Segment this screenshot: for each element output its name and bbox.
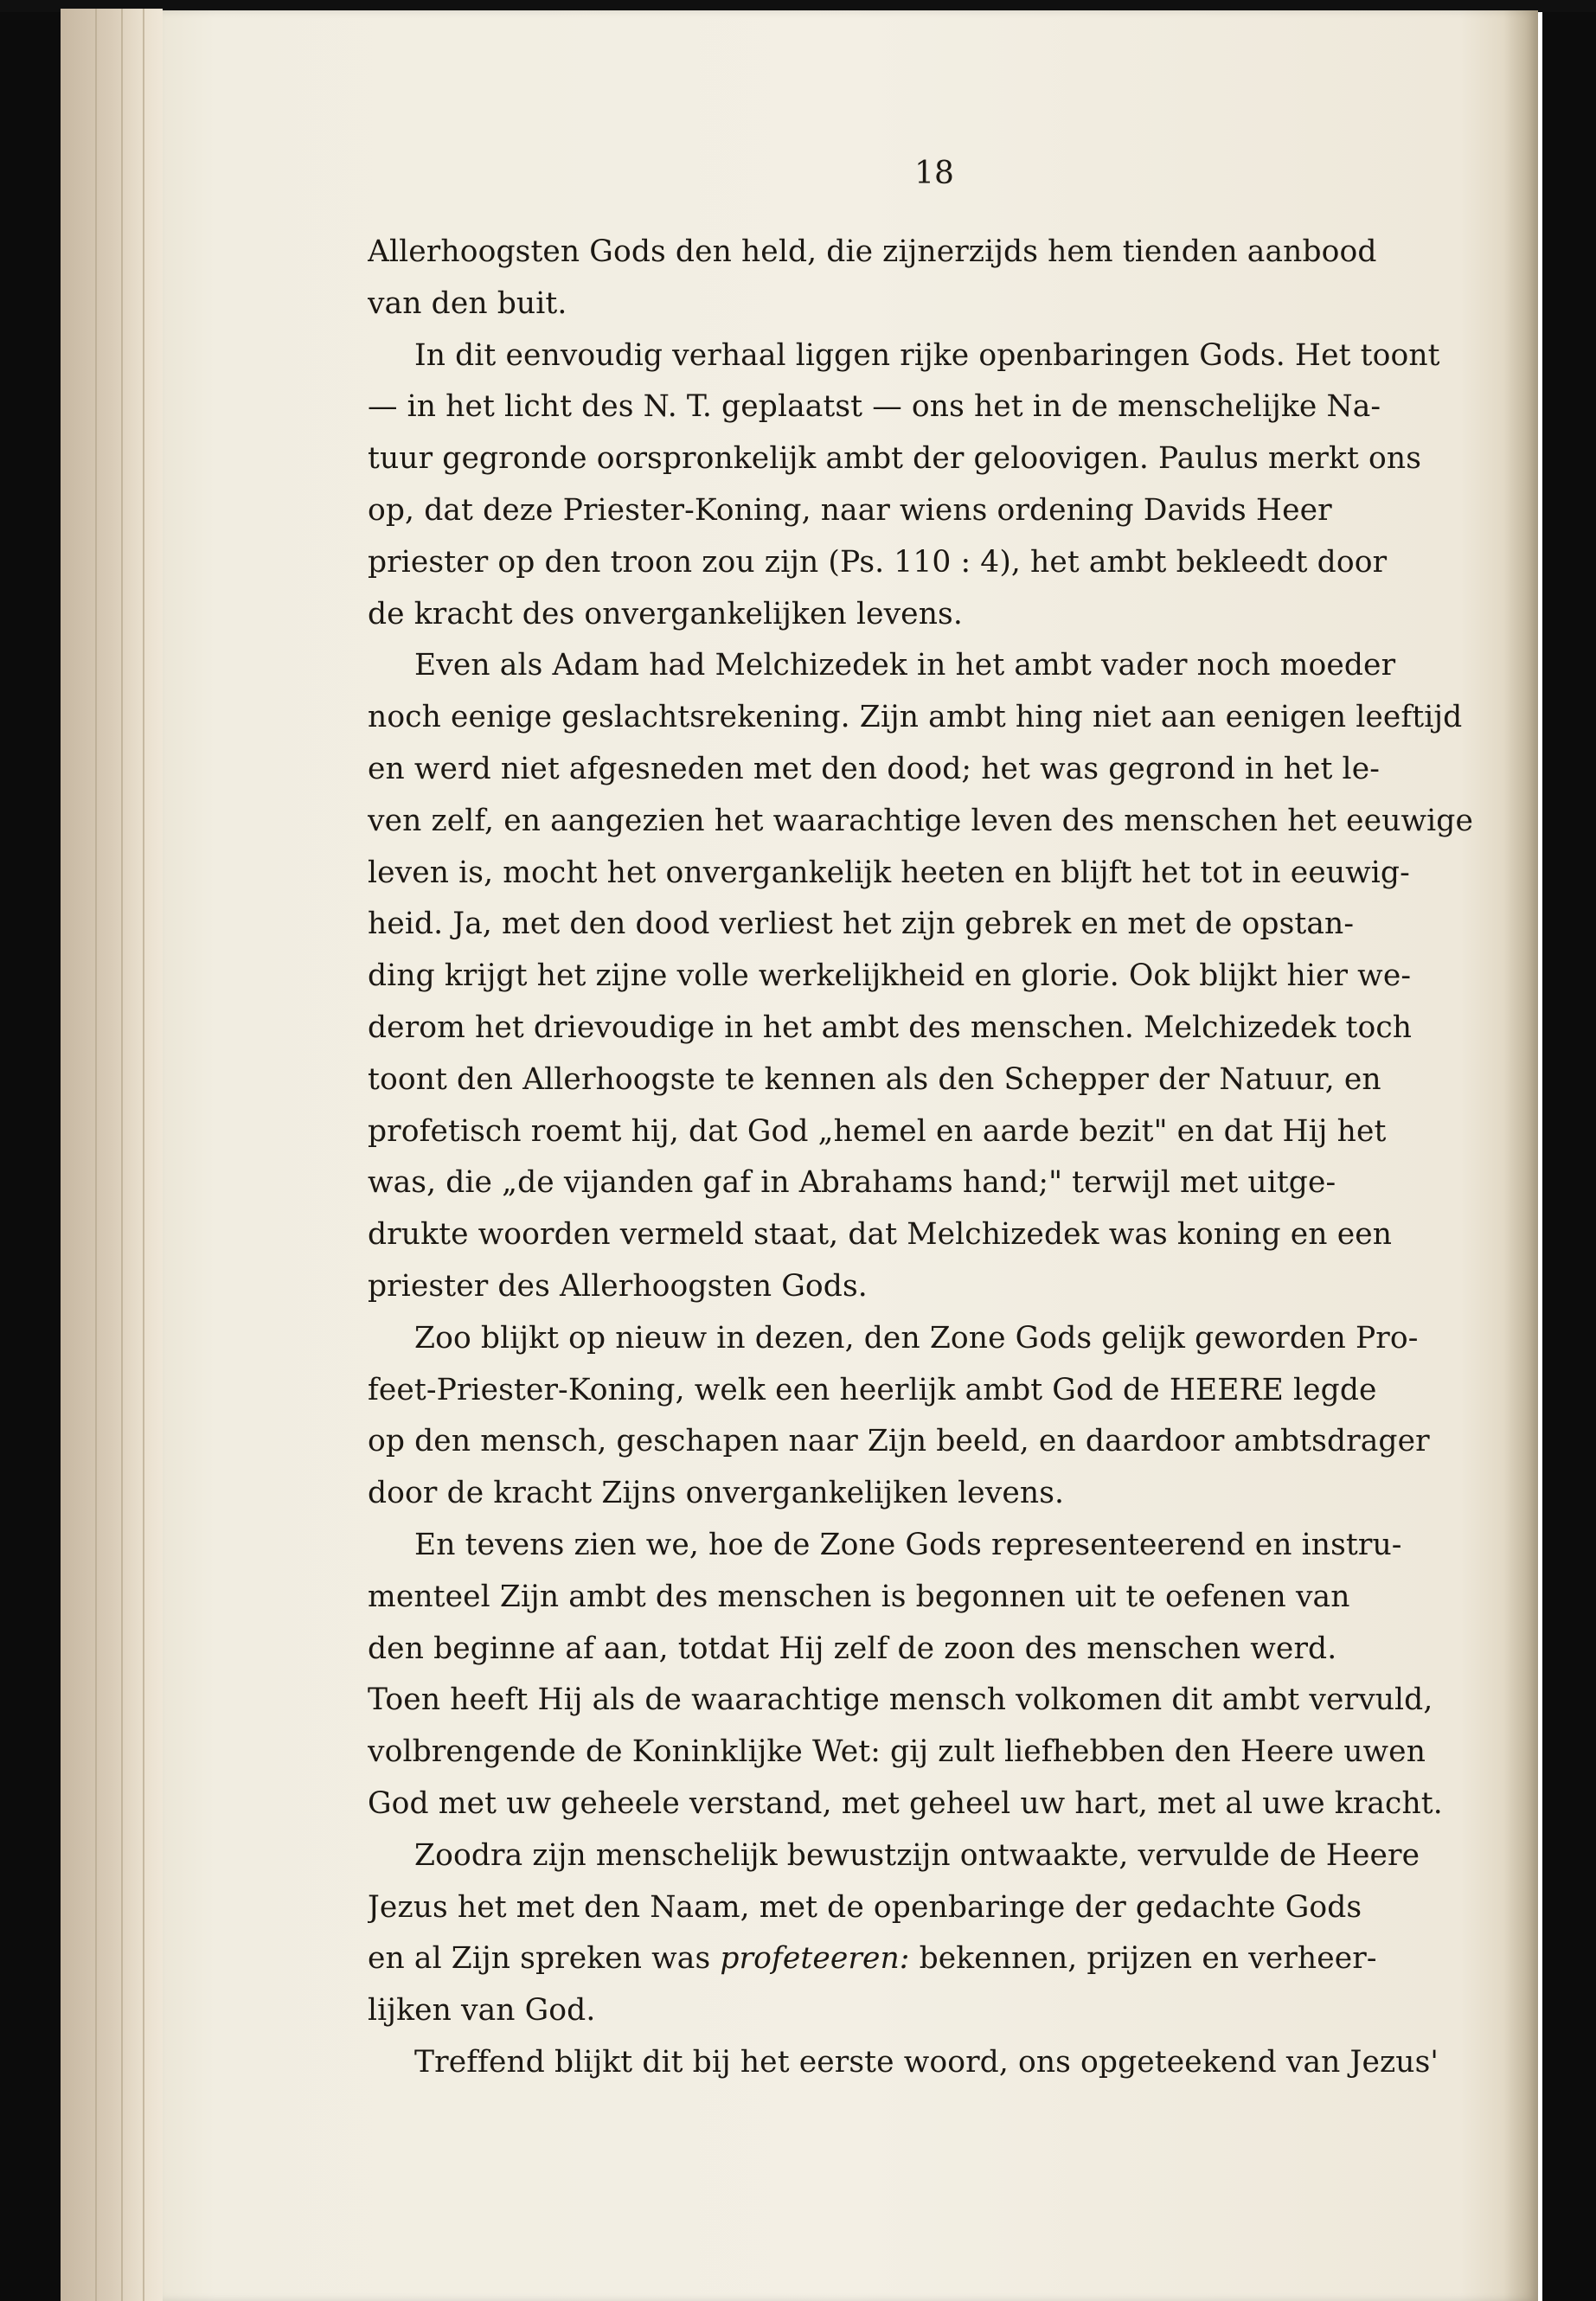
text-line: noch eenige geslachtsrekening. Zijn ambt hing niet aan eenigen leeftijd bbox=[368, 700, 1463, 735]
page-edge-line bbox=[143, 9, 144, 2301]
text-line-part: en al Zijn spreken was bbox=[368, 1941, 721, 1977]
text-line: door de kracht Zijns onvergankelijken levens. bbox=[368, 1476, 1065, 1511]
book-page-edges bbox=[61, 9, 163, 2301]
body-text bbox=[368, 227, 1518, 2089]
text-line: feet-Priester-Koning, welk een heerlijk ambt God de HEERE legde bbox=[368, 1372, 1377, 1407]
text-line: Jezus het met den Naam, met de openbaringe der gedachte Gods bbox=[368, 1889, 1362, 1925]
page-edge-line bbox=[121, 9, 123, 2301]
italic-word: profeteeren: bbox=[720, 1941, 910, 1977]
scan-border-right bbox=[1542, 0, 1596, 2301]
text-line: Zoo blijkt op nieuw in dezen, den Zone Gods gelijk geworden Pro- bbox=[414, 1320, 1419, 1356]
text-line: priester op den troon zou zijn (Ps. 110 : 4), het ambt bekleedt door bbox=[368, 544, 1388, 580]
text-line bbox=[368, 1933, 1518, 1985]
scan-border-left bbox=[0, 0, 61, 2301]
text-line: ven zelf, en aangezien het waarachtige leven des menschen het eeuwige bbox=[368, 803, 1473, 838]
text-line: Treffend blijkt dit bij het eerste woord, ons opgeteekend van Jezus' bbox=[414, 2044, 1439, 2080]
text-line: de kracht des onvergankelijken levens. bbox=[368, 596, 963, 631]
text-line: En tevens zien we, hoe de Zone Gods representeerend en instru- bbox=[414, 1527, 1402, 1562]
text-line: volbrengende de Koninklijke Wet: gij zult liefhebben den Heere uwen bbox=[368, 1734, 1426, 1770]
text-line: Zoodra zijn menschelijk bewustzijn ontwaakte, vervulde de Heere bbox=[414, 1837, 1420, 1873]
text-line: Even als Adam had Melchizedek in het ambt vader noch moeder bbox=[414, 648, 1396, 683]
text-line: Allerhoogsten Gods den held, die zijnerzijds hem tienden aanbood bbox=[368, 234, 1377, 269]
text-line: Toen heeft Hij als de waarachtige mensch volkomen dit ambt vervuld, bbox=[368, 1682, 1433, 1718]
text-line: God met uw geheele verstand, met geheel uw hart, met al uwe kracht. bbox=[368, 1785, 1443, 1821]
page-number: 18 bbox=[914, 156, 954, 191]
text-line: tuur gegronde oorspronkelijk ambt der geloovigen. Paulus merkt ons bbox=[368, 441, 1422, 477]
text-line: In dit eenvoudig verhaal liggen rijke openbaringen Gods. Het toont bbox=[414, 337, 1440, 373]
text-line: menteel Zijn ambt des menschen is begonnen uit te oefenen van bbox=[368, 1579, 1350, 1614]
text-line: op den mensch, geschapen naar Zijn beeld, en daardoor ambtsdrager bbox=[368, 1424, 1430, 1459]
page-edge-line bbox=[95, 9, 97, 2301]
text-line: lijken van God. bbox=[368, 1993, 596, 2029]
text-line: — in het licht des N. T. geplaatst — ons het in de menschelijke Na- bbox=[368, 389, 1381, 425]
text-line: profetisch roemt hij, dat God „hemel en aarde bezit" en dat Hij het bbox=[368, 1113, 1387, 1149]
text-line: derom het drievoudige in het ambt des menschen. Melchizedek toch bbox=[368, 1009, 1413, 1045]
text-line: van den buit. bbox=[368, 285, 567, 321]
text-line: op, dat deze Priester-Koning, naar wiens ordening Davids Heer bbox=[368, 492, 1332, 528]
text-line: en werd niet afgesneden met den dood; het was gegrond in het le- bbox=[368, 751, 1380, 786]
text-line: drukte woorden vermeld staat, dat Melchizedek was koning en een bbox=[368, 1217, 1393, 1253]
text-line: toont den Allerhoogste te kennen als den Schepper der Natuur, en bbox=[368, 1061, 1381, 1097]
text-line: leven is, mocht het onvergankelijk heeten en blijft het tot in eeuwig- bbox=[368, 855, 1410, 890]
text-line: den beginne af aan, totdat Hij zelf de zoon des menschen werd. bbox=[368, 1631, 1337, 1666]
text-line: ding krijgt het zijne volle werkelijkheid en glorie. Ook blijkt hier we- bbox=[368, 958, 1412, 994]
text-line: was, die „de vijanden gaf in Abrahams hand;" terwijl met uitge- bbox=[368, 1165, 1336, 1201]
text-line-part: bekennen, prijzen en verheer- bbox=[909, 1941, 1377, 1977]
text-line: priester des Allerhoogsten Gods. bbox=[368, 1268, 868, 1304]
text-line: heid. Ja, met den dood verliest het zijn gebrek en met de opstan- bbox=[368, 907, 1355, 942]
